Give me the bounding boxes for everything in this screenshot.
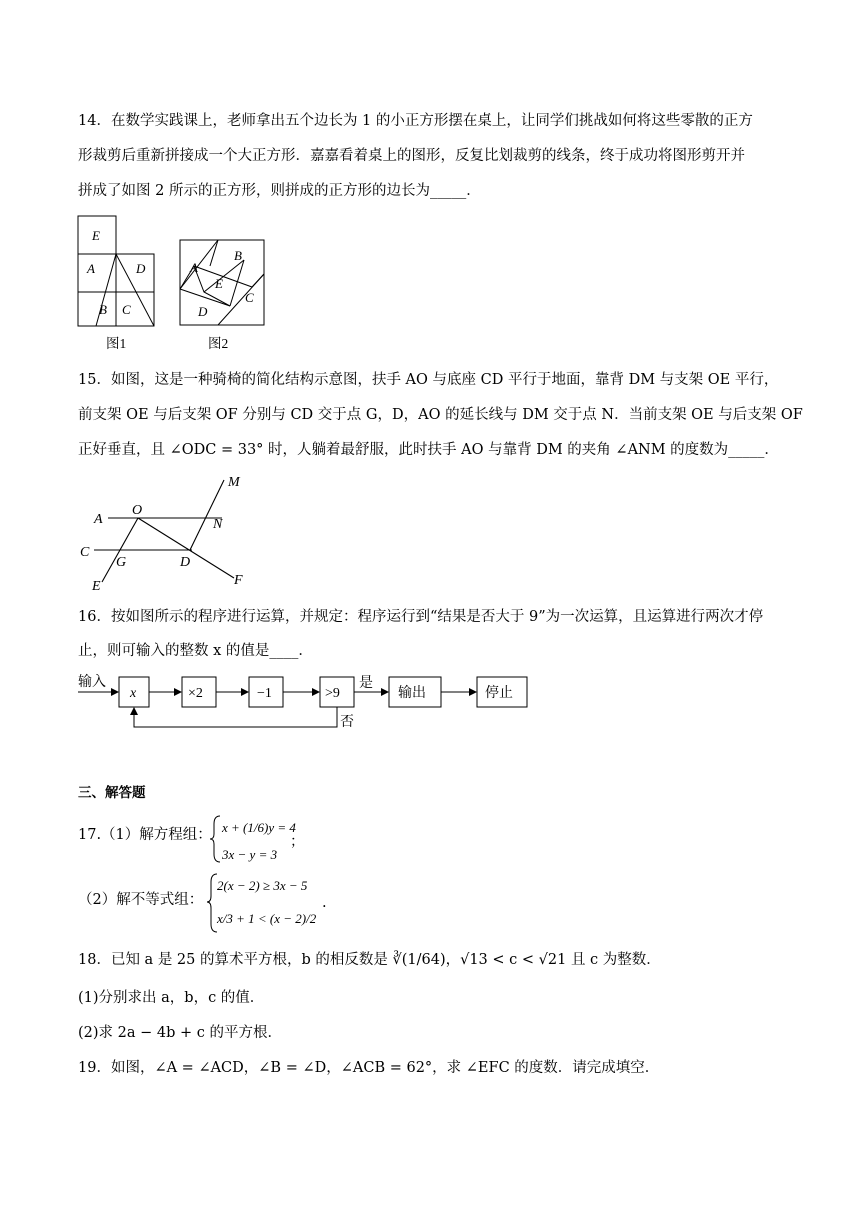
flow-x-text: x <box>130 686 137 701</box>
flow-no-label: 否 <box>340 715 354 730</box>
fig1-label-c: C <box>122 302 131 317</box>
fig2-label-b: B <box>234 248 242 263</box>
q15-label-a: A <box>94 512 103 527</box>
flow-yes-label: 是 <box>359 676 373 691</box>
q17-part1-tail: ； <box>290 834 305 850</box>
q14-figure-1 <box>70 210 170 355</box>
q15-line1: 15．如图，这是一种骑椅的简化结构示意图，扶手 AO 与底座 CD 平行于地面，靠背 DM 与支架 OE 平行， <box>78 372 779 388</box>
q16-flowchart <box>74 670 534 740</box>
fig1-caption: 图1 <box>106 336 127 351</box>
q15-label-n: N <box>213 517 223 532</box>
flow-input-label: 输入 <box>78 675 106 690</box>
fig2-label-d: D <box>198 304 208 319</box>
q15-label-o: O <box>132 503 143 518</box>
fig2-label-a: A <box>190 260 198 275</box>
q14-line2: 形裁剪后重新拼接成一个大正方形．嘉嘉看着桌上的图形，反复比划裁剪的线条，终于成功将图形剪开并 <box>78 148 745 164</box>
fig1-label-a: A <box>87 261 95 276</box>
flow-sub-text: −1 <box>257 686 272 701</box>
q18-item2: (2)求 2a − 4b + c 的平方根． <box>78 1025 282 1041</box>
q17-ineq1: 2(x − 2) ≥ 3x − 5 <box>217 878 308 893</box>
fig2-label-e: E <box>215 276 223 291</box>
q15-label-g: G <box>116 555 127 570</box>
fig1-label-e: E <box>92 228 100 243</box>
q19-line1: 19．如图，∠A = ∠ACD，∠B = ∠D，∠ACB = 62°，求 ∠EFC 的度数．请完成填空． <box>78 1060 660 1076</box>
flow-mul-text: ×2 <box>188 686 203 701</box>
q14-figure-2 <box>172 232 272 355</box>
q17-eq2: 3x − y = 3 <box>222 847 278 862</box>
q16-line1: 16．按如图所示的程序进行运算，并规定：程序运行到“结果是否大于 9”为一次运算，且运算进行两次才停 <box>78 609 764 625</box>
q18-line1: 18．已知 a 是 25 的算术平方根，b 的相反数是 ∛(1/64)，√13 < c < √21 且 c 为整数． <box>78 952 661 968</box>
q15-label-d: D <box>180 555 191 570</box>
q15-chair-figure <box>74 470 274 592</box>
q15-label-f: F <box>234 573 243 588</box>
flow-stop-text: 停止 <box>485 686 513 701</box>
fig2-caption: 图2 <box>208 336 229 351</box>
section-3-title: 三、解答题 <box>78 785 146 801</box>
flow-output-text: 输出 <box>398 686 426 701</box>
fig1-label-b: B <box>99 302 107 317</box>
fig2-label-c: C <box>245 290 254 305</box>
q14-line3: 拼成了如图 2 所示的正方形，则拼成的正方形的边长为_____． <box>78 183 481 199</box>
flow-cmp-text: >9 <box>325 686 340 701</box>
q15-label-c: C <box>80 545 90 560</box>
q17-system-2 <box>205 870 340 936</box>
q17-ineq2: x/3 + 1 < (x − 2)/2 <box>217 911 317 926</box>
q15-label-e: E <box>92 579 101 592</box>
q16-line2: 止，则可输入的整数 x 的值是____． <box>78 643 313 659</box>
q14-line1: 14．在数学实践课上，老师拿出五个边长为 1 的小正方形摆在桌上，让同学们挑战如何将这些零散的正方 <box>78 113 753 129</box>
q17-part1-label: 17.（1）解方程组： <box>78 827 212 843</box>
q15-line2: 前支架 OE 与后支架 OF 分别与 CD 交于点 G，D，AO 的延长线与 DM 交于点 N．当前支架 OE 与后支架 OF <box>78 407 803 423</box>
q15-label-m: M <box>228 475 240 490</box>
q15-line3: 正好垂直，且 ∠ODC = 33° 时，人躺着最舒服，此时扶手 AO 与靠背 DM 的夹角 ∠ANM 的度数为_____． <box>78 442 779 458</box>
q17-eq1: x + (1/6)y = 4 <box>222 820 296 835</box>
q17-part2-label: （2）解不等式组： <box>78 892 204 908</box>
q17-part2-tail: . <box>322 895 327 911</box>
fig1-label-d: D <box>136 261 146 276</box>
q18-item1: (1)分别求出 a，b，c 的值． <box>78 990 265 1006</box>
